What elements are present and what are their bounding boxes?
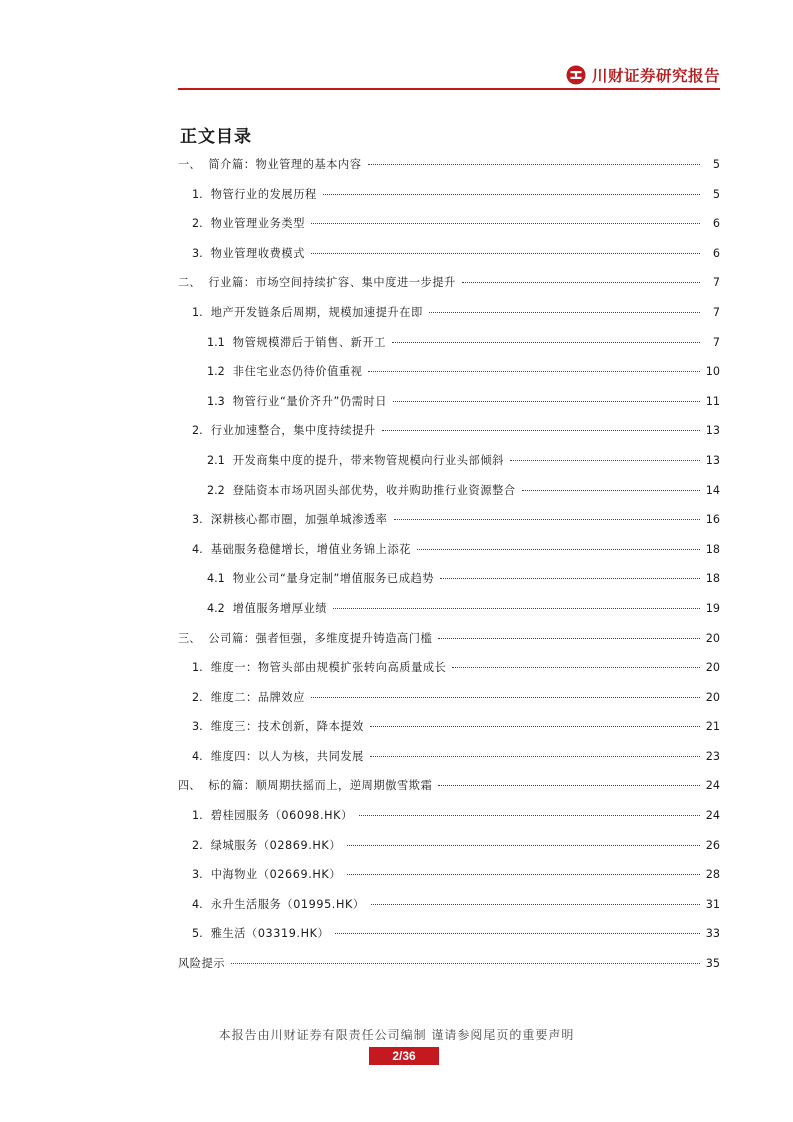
toc-leader-dots xyxy=(452,667,699,668)
toc-leader-dots xyxy=(371,904,700,905)
toc-leader-dots xyxy=(370,726,700,727)
toc-entry[interactable] xyxy=(178,180,720,210)
toc-entry-title: 物管行业“量价齐升”仍需时日 xyxy=(232,394,388,408)
toc-leader-dots xyxy=(392,342,700,343)
toc-leader-dots xyxy=(510,460,700,461)
toc-entry-page: 20 xyxy=(705,690,720,704)
toc-entry-page: 6 xyxy=(712,246,720,260)
toc-entry-number: 4.2 xyxy=(207,601,225,615)
toc-leader-dots xyxy=(429,312,700,313)
toc-entry-page: 16 xyxy=(705,513,720,527)
toc-entry-title: 简介篇：物业管理的基本内容 xyxy=(208,158,362,171)
toc-entry-number: 3. xyxy=(192,513,203,527)
toc-entry-number: 4. xyxy=(192,897,203,911)
toc-entry-number: 1. xyxy=(192,305,203,319)
toc-leader-dots xyxy=(370,756,700,757)
toc-entry-title: 开发商集中度的提升，带来物管规模向行业头部倾斜 xyxy=(232,453,504,467)
toc-entry-title: 地产开发链条后周期，规模加速提升在即 xyxy=(210,305,423,319)
toc-entry[interactable] xyxy=(178,357,720,387)
toc-leader-dots xyxy=(323,194,700,195)
toc-leader-dots xyxy=(231,963,700,964)
toc-entry-title: 物管行业的发展历程 xyxy=(210,187,317,201)
toc-entry[interactable] xyxy=(178,860,720,890)
toc-leader-dots xyxy=(368,371,699,372)
toc-entry-page: 28 xyxy=(705,868,720,882)
toc-entry[interactable] xyxy=(178,150,720,180)
toc-entry-page: 10 xyxy=(705,365,720,379)
toc-entry-number: 5. xyxy=(192,927,203,941)
toc-entry-title: 雅生活（03319.HK） xyxy=(210,927,330,941)
toc-entry-page: 24 xyxy=(705,779,720,793)
toc-leader-dots xyxy=(347,845,700,846)
toc-entry-title: 标的篇：顺周期扶摇而上，逆周期傲雪欺霜 xyxy=(208,779,433,793)
toc-entry-page: 13 xyxy=(705,424,720,438)
toc-entry-page: 20 xyxy=(705,661,720,675)
toc-leader-dots xyxy=(311,697,700,698)
toc-entry-page: 33 xyxy=(705,927,720,941)
toc-entry-title: 维度三：技术创新，降本提效 xyxy=(210,720,364,734)
toc-entry-title: 公司篇：强者恒强，多维度提升铸造高门槛 xyxy=(208,631,433,645)
toc-entry-title: 行业篇：市场空间持续扩容、集中度进一步提升 xyxy=(208,276,456,290)
toc-leader-dots xyxy=(417,549,700,550)
toc-entry-page: 18 xyxy=(705,572,720,586)
toc-entry-title: 行业加速整合，集中度持续提升 xyxy=(210,424,376,438)
toc-leader-dots xyxy=(440,578,700,579)
toc-entry-page: 20 xyxy=(705,631,720,645)
toc-entry-page: 14 xyxy=(705,483,720,497)
toc-entry-number: 一、 xyxy=(178,158,201,171)
toc-entry-title: 深耕核心都市圈，加强单城渗透率 xyxy=(210,513,388,527)
toc-entry-title: 物业管理业务类型 xyxy=(210,217,305,231)
toc-entry-number: 2.2 xyxy=(207,483,225,497)
toc-entry-number: 2. xyxy=(192,424,203,438)
toc-entry-title: 物管规模滞后于销售、新开工 xyxy=(232,335,387,349)
toc-entry-page: 13 xyxy=(705,453,720,467)
chuancai-logo-icon xyxy=(566,65,586,85)
toc-entry-page: 18 xyxy=(705,542,720,556)
toc-entry-number: 二、 xyxy=(178,276,201,290)
toc-entry-page: 35 xyxy=(705,957,720,971)
report-header xyxy=(178,58,720,90)
toc-leader-dots xyxy=(393,401,700,402)
toc-entry-title: 中海物业（02669.HK） xyxy=(210,868,342,882)
toc-entry[interactable] xyxy=(178,831,720,861)
toc-leader-dots xyxy=(382,430,700,431)
toc-entry-number: 4. xyxy=(192,542,203,556)
toc-entry-page: 11 xyxy=(705,394,720,408)
toc-entry[interactable] xyxy=(178,535,720,565)
toc-entry-title: 维度一：物管头部由规模扩张转向高质量成长 xyxy=(210,661,447,675)
toc-leader-dots xyxy=(394,519,700,520)
toc-entry[interactable] xyxy=(178,476,720,506)
footer-disclaimer: 本报告由川财证券有限责任公司编制 谨请参阅尾页的重要声明 xyxy=(218,1028,575,1042)
toc-entry-title: 风险提示 xyxy=(178,957,226,971)
toc-entry[interactable] xyxy=(178,594,720,624)
toc-leader-dots xyxy=(311,253,700,254)
toc-entry[interactable] xyxy=(178,239,720,269)
toc-entry[interactable] xyxy=(178,505,720,535)
toc-entry[interactable] xyxy=(178,446,720,476)
toc-entry-page: 6 xyxy=(712,217,720,231)
toc-entry-title: 永升生活服务（01995.HK） xyxy=(210,897,365,911)
toc-leader-dots xyxy=(311,223,700,224)
toc-entry-number: 2.1 xyxy=(207,453,225,467)
toc-leader-dots xyxy=(359,815,700,816)
toc-entry-number: 三、 xyxy=(178,631,201,645)
table-of-contents xyxy=(178,150,720,979)
toc-entry-number: 3. xyxy=(192,720,203,734)
toc-entry[interactable] xyxy=(178,712,720,742)
toc-entry-title: 登陆资本市场巩固头部优势，收并购助推行业资源整合 xyxy=(232,483,516,497)
toc-entry-title: 物业管理收费模式 xyxy=(210,246,305,260)
toc-entry-number: 1. xyxy=(192,661,203,675)
toc-entry[interactable] xyxy=(178,771,720,801)
toc-entry-page: 7 xyxy=(712,335,720,349)
toc-entry-page: 5 xyxy=(712,158,720,171)
toc-entry[interactable] xyxy=(178,683,720,713)
toc-entry-number: 2. xyxy=(192,217,203,231)
toc-leader-dots xyxy=(462,282,700,283)
toc-entry-page: 21 xyxy=(705,720,720,734)
toc-entry[interactable] xyxy=(178,387,720,417)
toc-leader-dots xyxy=(347,874,700,875)
toc-entry-page: 5 xyxy=(712,187,720,201)
toc-entry-title: 碧桂园服务（06098.HK） xyxy=(210,809,353,823)
toc-entry-title: 维度二：品牌效应 xyxy=(210,690,305,704)
toc-entry[interactable] xyxy=(178,328,720,358)
toc-entry-number: 2. xyxy=(192,690,203,704)
toc-leader-dots xyxy=(438,638,699,639)
toc-entry[interactable] xyxy=(178,742,720,772)
toc-leader-dots xyxy=(333,608,700,609)
toc-leader-dots xyxy=(438,785,699,786)
toc-entry-title: 物业公司“量身定制”增值服务已成趋势 xyxy=(232,572,435,586)
toc-entry-page: 24 xyxy=(705,809,720,823)
toc-entry[interactable] xyxy=(178,890,720,920)
page-title: 正文目录 xyxy=(180,127,252,147)
toc-entry-number: 1.3 xyxy=(207,394,225,408)
toc-leader-dots xyxy=(522,490,700,491)
toc-leader-dots xyxy=(335,933,699,934)
toc-entry[interactable] xyxy=(178,268,720,298)
toc-entry-page: 23 xyxy=(705,749,720,763)
toc-entry[interactable] xyxy=(178,209,720,239)
toc-entry-number: 1. xyxy=(192,809,203,823)
toc-entry[interactable] xyxy=(178,624,720,654)
toc-entry-page: 7 xyxy=(712,276,720,290)
toc-entry-title: 维度四：以人为核，共同发展 xyxy=(210,749,364,763)
page-indicator: 2/36 xyxy=(369,1047,439,1065)
toc-entry-title: 基础服务稳健增长，增值业务锦上添花 xyxy=(210,542,412,556)
toc-entry[interactable] xyxy=(178,801,720,831)
toc-entry-number: 1.1 xyxy=(207,335,225,349)
toc-entry-title: 非住宅业态仍待价值重视 xyxy=(232,365,363,379)
toc-entry-title: 增值服务增厚业绩 xyxy=(232,601,328,615)
toc-entry-page: 26 xyxy=(705,838,720,852)
toc-entry[interactable] xyxy=(178,919,720,949)
toc-entry[interactable] xyxy=(178,653,720,683)
toc-entry-number: 1. xyxy=(192,187,203,201)
header-rule xyxy=(178,88,720,90)
brand xyxy=(566,64,720,86)
toc-entry-page: 7 xyxy=(712,305,720,319)
toc-entry-number: 3. xyxy=(192,868,203,882)
toc-entry-page: 19 xyxy=(705,601,720,615)
toc-entry-number: 1.2 xyxy=(207,365,225,379)
toc-leader-dots xyxy=(368,164,700,165)
toc-entry[interactable] xyxy=(178,298,720,328)
brand-name: 川财证券研究报告 xyxy=(591,66,720,85)
toc-entry[interactable] xyxy=(178,416,720,446)
toc-entry-number: 4. xyxy=(192,749,203,763)
toc-entry-title: 绿城服务（02869.HK） xyxy=(210,838,342,852)
toc-entry-number: 四、 xyxy=(178,779,201,793)
toc-entry-number: 2. xyxy=(192,838,203,852)
toc-entry[interactable] xyxy=(178,949,720,979)
toc-entry[interactable] xyxy=(178,564,720,594)
toc-entry-number: 4.1 xyxy=(207,572,225,586)
toc-entry-number: 3. xyxy=(192,246,203,260)
toc-entry-page: 31 xyxy=(705,897,720,911)
